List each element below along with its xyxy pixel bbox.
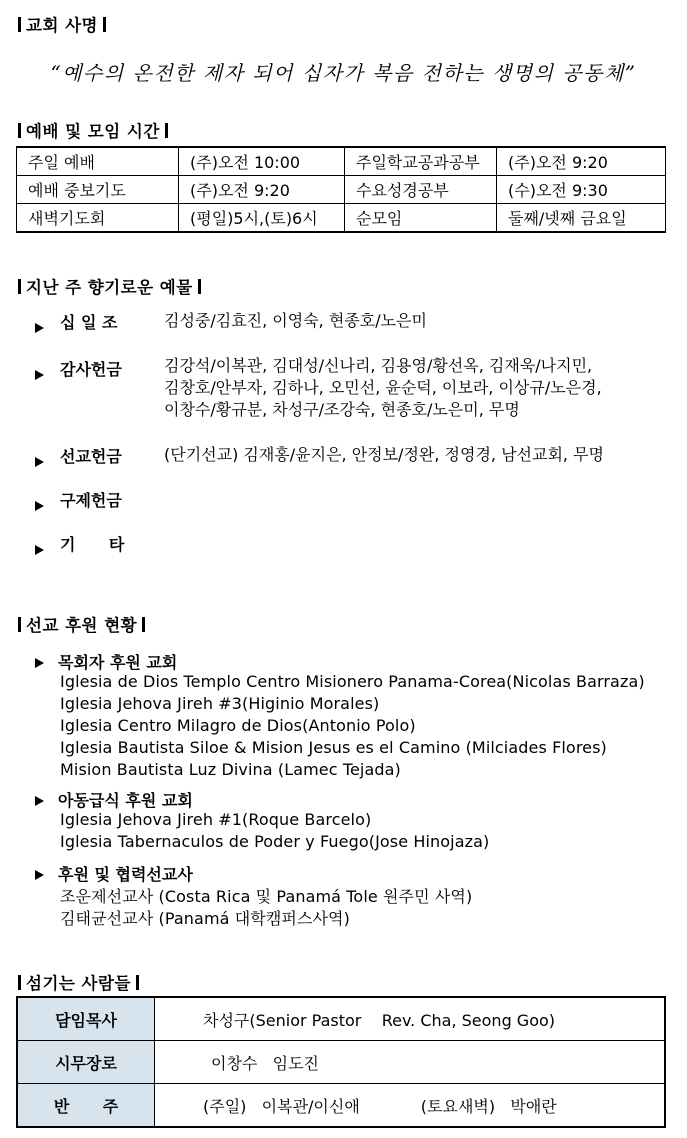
table-cell: (수)오전 9:30 <box>497 176 666 204</box>
table-row <box>17 1084 665 1128</box>
table-cell: 수요성경공부 <box>345 176 497 204</box>
table-row <box>17 1041 665 1084</box>
role-cell: 반 주 <box>17 1084 155 1128</box>
table-row <box>17 997 665 1041</box>
table-cell: 주일 예배 <box>17 147 179 176</box>
bullet-arrow-icon <box>35 796 44 806</box>
bar-left <box>18 17 21 32</box>
offering-label: 구제헌금 <box>60 491 122 510</box>
bar-left <box>18 279 21 294</box>
table-row <box>17 147 666 176</box>
offering-label: 선교헌금 <box>60 447 122 466</box>
table-row <box>17 176 666 204</box>
mission-line: 김태균선교사 (Panamá 대학캠퍼스사역) <box>60 909 350 928</box>
table-cell: (주)오전 9:20 <box>497 147 666 176</box>
bar-left <box>18 617 21 632</box>
bullet-arrow-icon <box>35 365 58 384</box>
bullet-arrow-icon <box>35 540 58 559</box>
mission-line: Iglesia Jehova Jireh #3(Higinio Morales) <box>60 694 380 713</box>
offering-names: 김성중/김효진, 이영숙, 현종호/노은미 <box>164 311 427 330</box>
role-cell: 시무장로 <box>17 1041 155 1084</box>
table-cell: 주일학교공과공부 <box>345 147 497 176</box>
mission-line: Iglesia Tabernaculos de Poder y Fuego(Jose Hinojaza) <box>60 832 490 851</box>
mission-heading: 아동급식 후원 교회 <box>35 788 193 811</box>
bullet-arrow-icon <box>35 870 44 880</box>
mission-line: Iglesia Jehova Jireh #1(Roque Barcelo) <box>60 810 372 829</box>
bar-right <box>198 279 201 294</box>
bar-right <box>136 975 139 990</box>
bullet-arrow-icon <box>35 658 44 668</box>
table-cell: 예배 중보기도 <box>17 176 179 204</box>
section-title-mission: 교회 사명 <box>18 12 106 36</box>
bullet-arrow-icon <box>35 318 58 337</box>
bar-right <box>103 17 106 32</box>
offering-label: 십 일 조 <box>60 313 118 332</box>
mission-line: Iglesia Centro Milagro de Dios(Antonio Polo) <box>60 716 416 735</box>
mission-heading: 후원 및 협력선교사 <box>35 862 193 885</box>
section-title-schedule: 예배 및 모임 시간 <box>18 118 168 142</box>
name-cell: 차성구(Senior Pastor Rev. Cha, Seong Goo) <box>155 997 666 1041</box>
table-cell: 순모임 <box>345 204 497 233</box>
bar-right <box>142 617 145 632</box>
table-cell: (주)오전 9:20 <box>179 176 345 204</box>
offering-names: (단기선교) 김재홍/윤지은, 안정보/정완, 정영경, 남선교회, 무명 <box>164 445 604 464</box>
mission-heading: 목회자 후원 교회 <box>35 650 177 673</box>
bar-left <box>18 123 21 138</box>
mission-line: 조운제선교사 (Costa Rica 및 Panamá Tole 원주민 사역) <box>60 887 473 906</box>
bullet-arrow-icon <box>35 496 58 515</box>
section-title-missions: 선교 후원 현황 <box>18 612 145 636</box>
offering-names: 이창수/황규분, 차성구/조강숙, 현종호/노은미, 무명 <box>164 400 520 419</box>
table-row <box>17 204 666 233</box>
table-cell: 둘째/넷째 금요일 <box>497 204 666 233</box>
servants-table <box>16 996 666 1128</box>
church-motto: “예수의 온전한 제자 되어 십자가 복음 전하는 생명의 공동체” <box>50 61 637 85</box>
name-cell: 이창수 임도진 <box>155 1041 666 1084</box>
section-title-servants: 섬기는 사람들 <box>18 970 139 994</box>
mission-line: Mision Bautista Luz Divina (Lamec Tejada) <box>60 760 401 779</box>
offering-names: 김강석/이복관, 김대성/신나리, 김용영/황선옥, 김재욱/나지민, <box>164 356 593 375</box>
bullet-arrow-icon <box>35 452 58 471</box>
table-cell: (평일)5시,(토)6시 <box>179 204 345 233</box>
role-cell: 담임목사 <box>17 997 155 1041</box>
mission-line: Iglesia de Dios Templo Centro Misionero Panama-Corea(Nicolas Barraza) <box>60 672 645 691</box>
offering-label: 감사헌금 <box>60 360 122 379</box>
table-cell: 새벽기도회 <box>17 204 179 233</box>
name-cell: (주일) 이복관/이신애 (토요새벽) 박애란 <box>155 1084 666 1128</box>
section-title-offerings: 지난 주 향기로운 예물 <box>18 274 201 298</box>
schedule-table <box>16 146 666 233</box>
bar-right <box>165 123 168 138</box>
bar-left <box>18 975 21 990</box>
table-cell: (주)오전 10:00 <box>179 147 345 176</box>
mission-line: Iglesia Bautista Siloe & Mision Jesus es el Camino (Milciades Flores) <box>60 738 607 757</box>
offering-names: 김창호/안부자, 김하나, 오민선, 윤순덕, 이보라, 이상규/노은경, <box>164 378 602 397</box>
offering-label: 기 타 <box>60 535 125 554</box>
